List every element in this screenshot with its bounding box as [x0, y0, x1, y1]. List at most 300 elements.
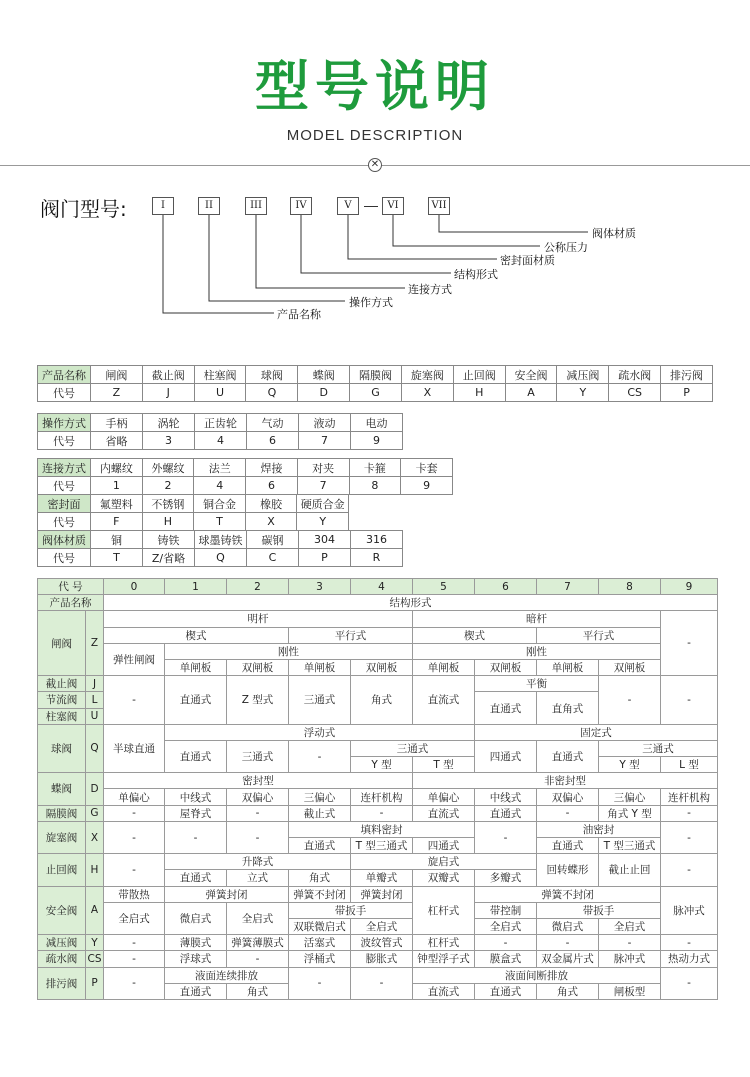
table-cell: 直通式 [289, 838, 351, 854]
table-cell: G [350, 384, 402, 402]
table-cell: - [661, 854, 718, 886]
table-cell: 旋启式 [351, 854, 537, 870]
table-cell: Z/省略 [143, 549, 195, 567]
table-row [38, 495, 349, 513]
table-cell: 全启式 [351, 918, 413, 934]
table-cell: 旋塞阀 [401, 366, 453, 384]
table-cell: D [86, 773, 104, 805]
divider-close-icon: ✕ [368, 158, 382, 172]
table-cell: 3 [143, 432, 195, 450]
table-cell: 中线式 [475, 789, 537, 805]
table-cell: 角式 [227, 983, 289, 999]
table-cell: 升降式 [165, 854, 351, 870]
operation-table [37, 413, 403, 450]
table-cell: 1 [91, 477, 143, 495]
table-cell: - [104, 854, 165, 886]
code-box-2: II [198, 197, 220, 215]
table-cell: 弹簧不封闭 [289, 886, 351, 902]
table-cell: 双闸板 [599, 659, 661, 675]
table-cell: - [104, 676, 165, 725]
code-box-4: IV [290, 197, 312, 215]
table-cell: 安全阀 [38, 886, 86, 935]
table-cell: 内螺纹 [91, 459, 143, 477]
structure-table [37, 578, 718, 1000]
table-cell: 液动 [299, 414, 351, 432]
table-cell: 3 [289, 579, 351, 595]
seal-table [37, 494, 349, 531]
table-cell: 止回阀 [38, 854, 86, 886]
table-cell: 氟塑料 [91, 495, 143, 513]
table-cell: 密封面 [38, 495, 91, 513]
table-cell: 杠杆式 [413, 935, 475, 951]
table-row [38, 595, 718, 611]
table-cell: P [299, 549, 351, 567]
table-cell: 截止止回 [599, 854, 661, 886]
table-cell: - [227, 821, 289, 853]
table-row [38, 886, 718, 902]
page-subtitle: MODEL DESCRIPTION [286, 127, 464, 144]
table-cell: 多瓣式 [475, 870, 537, 886]
table-cell: 1 [165, 579, 227, 595]
table-cell: J [86, 676, 104, 692]
table-cell: 6 [246, 477, 298, 495]
table-cell: 柱塞阀 [38, 708, 86, 724]
table-cell: 固定式 [475, 724, 718, 740]
table-cell: 弹簧封闭 [165, 886, 289, 902]
table-cell: CS [609, 384, 661, 402]
table-cell: 正齿轮 [195, 414, 247, 432]
table-cell: 疏水阀 [609, 366, 661, 384]
table-cell: 双金属片式 [537, 951, 599, 967]
table-cell: 活塞式 [289, 935, 351, 951]
table-cell: 膨胀式 [351, 951, 413, 967]
table-cell: L [86, 692, 104, 708]
table-cell: L 型 [661, 757, 718, 773]
table-cell: 单闸板 [537, 659, 599, 675]
table-cell: 楔式 [104, 627, 289, 643]
table-row [38, 773, 718, 789]
table-cell: U [194, 384, 246, 402]
table-cell: - [599, 935, 661, 951]
table-cell: CS [86, 951, 104, 967]
table-cell: 薄膜式 [165, 935, 227, 951]
table-cell: 9 [661, 579, 718, 595]
table-cell: 蝶阀 [38, 773, 86, 805]
table-cell: 微启式 [537, 918, 599, 934]
table-cell: 截止阀 [38, 676, 86, 692]
table-cell: H [142, 513, 194, 531]
table-cell: 单偏心 [413, 789, 475, 805]
table-cell: 刚性 [165, 643, 413, 659]
table-cell: U [86, 708, 104, 724]
table-cell: 楔式 [413, 627, 537, 643]
table-cell: 单闸板 [165, 659, 227, 675]
table-cell: - [475, 935, 537, 951]
table-cell: 弹簧不封闭 [475, 886, 661, 902]
table-cell: 角式 Y 型 [599, 805, 661, 821]
table-cell: 液面间断排放 [413, 967, 661, 983]
table-cell: H [453, 384, 505, 402]
table-cell: 直通式 [165, 870, 227, 886]
table-cell: 排污阀 [661, 366, 713, 384]
table-cell: - [537, 935, 599, 951]
table-cell: 隔膜阀 [38, 805, 86, 821]
table-cell: 外螺纹 [142, 459, 194, 477]
table-cell: 直通式 [475, 692, 537, 724]
table-cell: 8 [349, 477, 401, 495]
table-cell: 7 [299, 432, 351, 450]
table-cell: 浮动式 [165, 724, 475, 740]
table-cell: 直通式 [475, 983, 537, 999]
table-cell: 涡轮 [143, 414, 195, 432]
table-cell: 半球直通 [104, 724, 165, 773]
table-cell: Y [557, 384, 609, 402]
table-row [38, 627, 718, 643]
table-cell: 带扳手 [537, 902, 661, 918]
table-cell: 屋脊式 [165, 805, 227, 821]
table-cell: 9 [351, 432, 403, 450]
table-cell: 弹簧封闭 [351, 886, 413, 902]
table-cell: 代号 [38, 513, 91, 531]
table-cell: - [165, 821, 227, 853]
table-row [38, 805, 718, 821]
table-cell: 铜合金 [194, 495, 246, 513]
table-row [38, 967, 718, 983]
table-cell: 四通式 [413, 838, 475, 854]
table-cell: 闸板型 [599, 983, 661, 999]
table-row [38, 384, 713, 402]
table-cell: H [86, 854, 104, 886]
table-cell: 填料密封 [289, 821, 475, 837]
table-cell: 钟型浮子式 [413, 951, 475, 967]
table-cell: 热动力式 [661, 951, 718, 967]
table-cell: - [104, 951, 165, 967]
table-row [38, 531, 403, 549]
table-cell: 双偏心 [227, 789, 289, 805]
table-cell: 直角式 [537, 692, 599, 724]
table-row [38, 549, 403, 567]
table-cell: 0 [104, 579, 165, 595]
table-cell: 中线式 [165, 789, 227, 805]
body-material-table [37, 530, 403, 567]
table-row [38, 676, 718, 692]
table-cell: 产品名称 [38, 366, 91, 384]
table-cell: - [475, 821, 537, 853]
table-row [38, 459, 453, 477]
table-cell: P [86, 967, 104, 999]
table-cell: - [661, 935, 718, 951]
table-cell: 闸阀 [91, 366, 143, 384]
table-cell: - [661, 967, 718, 999]
table-cell: 三通式 [351, 740, 475, 756]
table-cell: 阀体材质 [38, 531, 91, 549]
table-cell: 球阀 [246, 366, 298, 384]
table-cell: A [505, 384, 557, 402]
table-cell: 代号 [38, 549, 91, 567]
table-cell: 电动 [351, 414, 403, 432]
table-cell: 连接方式 [38, 459, 91, 477]
table-row [38, 724, 718, 740]
table-row [38, 611, 718, 627]
table-cell: 全启式 [104, 902, 165, 934]
table-cell: - [661, 821, 718, 853]
table-cell: X [86, 821, 104, 853]
table-cell: 单闸板 [289, 659, 351, 675]
table-cell: 焊接 [246, 459, 298, 477]
table-cell: 连杆机构 [661, 789, 718, 805]
table-cell: - [599, 676, 661, 725]
table-cell: - [289, 740, 351, 772]
table-cell: T 型三通式 [599, 838, 661, 854]
table-cell: - [289, 967, 351, 999]
table-cell: 弹簧薄膜式 [227, 935, 289, 951]
table-cell: 9 [401, 477, 453, 495]
table-cell: 6 [475, 579, 537, 595]
table-cell: - [104, 821, 165, 853]
table-cell: 三偏心 [289, 789, 351, 805]
table-cell: X [401, 384, 453, 402]
table-cell: 直通式 [537, 740, 599, 772]
connection-table [37, 458, 453, 495]
table-cell: G [86, 805, 104, 821]
table-cell: 回转蝶形 [537, 854, 599, 886]
table-cell: 法兰 [194, 459, 246, 477]
table-cell: 隔膜阀 [350, 366, 402, 384]
table-cell: 直通式 [165, 676, 227, 725]
code-box-1: I [152, 197, 174, 215]
table-cell: Y [86, 935, 104, 951]
table-cell: - [661, 805, 718, 821]
table-cell: 直通式 [165, 740, 227, 772]
table-cell: 三通式 [289, 676, 351, 725]
table-cell: 带散热 [104, 886, 165, 902]
table-cell: Y 型 [351, 757, 413, 773]
table-cell: 脉冲式 [661, 886, 718, 935]
table-cell: - [661, 676, 718, 725]
table-cell: T [194, 513, 246, 531]
table-cell: 代号 [38, 432, 91, 450]
table-cell: 双闸板 [475, 659, 537, 675]
table-cell: 柱塞阀 [194, 366, 246, 384]
table-cell: - [104, 935, 165, 951]
table-cell: 刚性 [413, 643, 661, 659]
table-cell: 316 [351, 531, 403, 549]
table-cell: 2 [227, 579, 289, 595]
table-cell: 双闸板 [351, 659, 413, 675]
table-cell: 暗杆 [413, 611, 661, 627]
table-cell: P [661, 384, 713, 402]
table-cell: 角式 [537, 983, 599, 999]
model-label: 阀门型号: [40, 197, 127, 221]
table-cell: Z 型式 [227, 676, 289, 725]
legend-pressure: 公称压力 [544, 241, 588, 254]
table-cell: 卡箍 [349, 459, 401, 477]
table-cell: 304 [299, 531, 351, 549]
code-box-5: V [337, 197, 359, 215]
table-row [38, 414, 403, 432]
table-cell: 产品名称 [38, 595, 104, 611]
table-cell: F [91, 513, 143, 531]
table-cell: Z [86, 611, 104, 676]
table-row [38, 366, 713, 384]
table-row [38, 789, 718, 805]
table-cell: J [142, 384, 194, 402]
table-cell: 明杆 [104, 611, 413, 627]
table-cell: 微启式 [165, 902, 227, 934]
table-cell: 硬质合金 [297, 495, 349, 513]
table-cell: 8 [599, 579, 661, 595]
model-diagram-lines [0, 0, 750, 330]
table-cell: 不锈钢 [142, 495, 194, 513]
table-cell: 6 [247, 432, 299, 450]
table-cell: 膜盒式 [475, 951, 537, 967]
table-cell: 直通式 [537, 838, 599, 854]
table-cell: - [104, 967, 165, 999]
table-cell: - [351, 805, 413, 821]
table-cell: 减压阀 [38, 935, 86, 951]
table-cell: D [298, 384, 350, 402]
table-cell: 4 [351, 579, 413, 595]
table-row [38, 513, 349, 531]
table-cell: T 型三通式 [351, 838, 413, 854]
table-cell: 疏水阀 [38, 951, 86, 967]
page-title: 型号说明 [255, 55, 495, 118]
code-box-6: VI [382, 197, 404, 215]
table-cell: 油密封 [537, 821, 661, 837]
table-cell: 平衡 [475, 676, 599, 692]
table-cell: 角式 [289, 870, 351, 886]
table-cell: 代 号 [38, 579, 104, 595]
table-cell: 三通式 [599, 740, 718, 756]
legend-connection: 连接方式 [408, 283, 452, 296]
table-cell: Q [195, 549, 247, 567]
table-cell: 操作方式 [38, 414, 91, 432]
table-cell: 平行式 [289, 627, 413, 643]
table-cell: 直流式 [413, 983, 475, 999]
table-cell: 止回阀 [453, 366, 505, 384]
table-cell: 对夹 [297, 459, 349, 477]
table-row [38, 951, 718, 967]
table-cell: 四通式 [475, 740, 537, 772]
table-row [38, 643, 718, 659]
table-cell: Q [246, 384, 298, 402]
table-cell: 连杆机构 [351, 789, 413, 805]
table-cell: 橡胶 [245, 495, 297, 513]
table-cell: 节流阀 [38, 692, 86, 708]
table-cell: 直流式 [413, 676, 475, 725]
table-cell: - [104, 805, 165, 821]
table-row [38, 477, 453, 495]
table-cell: - [537, 805, 599, 821]
table-cell: 杠杆式 [413, 886, 475, 935]
table-cell: 排污阀 [38, 967, 86, 999]
table-row [38, 821, 718, 837]
table-row [38, 579, 718, 595]
table-cell: 液面连续排放 [165, 967, 289, 983]
table-cell: - [351, 967, 413, 999]
table-cell: X [245, 513, 297, 531]
table-cell: 脉冲式 [599, 951, 661, 967]
table-cell: 铜 [91, 531, 143, 549]
code-box-7: VII [428, 197, 450, 215]
table-cell: 双偏心 [537, 789, 599, 805]
table-cell: 三偏心 [599, 789, 661, 805]
table-cell: T [91, 549, 143, 567]
table-row [38, 854, 718, 870]
table-cell: 代号 [38, 384, 91, 402]
table-cell: 浮桶式 [289, 951, 351, 967]
table-cell: - [227, 951, 289, 967]
legend-structure: 结构形式 [454, 268, 498, 281]
table-cell: 4 [194, 477, 246, 495]
table-cell: Q [86, 724, 104, 773]
table-cell: 截止阀 [142, 366, 194, 384]
table-cell: 铸铁 [143, 531, 195, 549]
table-cell: 立式 [227, 870, 289, 886]
table-row [38, 432, 403, 450]
table-cell: 代号 [38, 477, 91, 495]
table-cell: 安全阀 [505, 366, 557, 384]
table-cell: 平行式 [537, 627, 661, 643]
table-cell: R [351, 549, 403, 567]
table-cell: 三通式 [227, 740, 289, 772]
table-cell: 带控制 [475, 902, 537, 918]
table-cell: 7 [537, 579, 599, 595]
table-cell: 浮球式 [165, 951, 227, 967]
table-cell: 弹性闸阀 [104, 643, 165, 675]
legend-operation: 操作方式 [349, 296, 393, 309]
table-cell: T 型 [413, 757, 475, 773]
table-cell: 波纹管式 [351, 935, 413, 951]
table-cell: A [86, 886, 104, 935]
table-cell: 蝶阀 [298, 366, 350, 384]
table-cell: 单瓣式 [351, 870, 413, 886]
table-cell: 卡套 [401, 459, 453, 477]
legend-product: 产品名称 [277, 308, 321, 321]
table-cell: Y 型 [599, 757, 661, 773]
table-cell: 减压阀 [557, 366, 609, 384]
table-cell: 直通式 [475, 805, 537, 821]
table-cell: 碳钢 [247, 531, 299, 549]
table-cell: - [661, 611, 718, 676]
table-cell: 密封型 [104, 773, 413, 789]
table-cell: 省略 [91, 432, 143, 450]
product-table [37, 365, 713, 402]
table-cell: 4 [195, 432, 247, 450]
table-cell: 双联微启式 [289, 918, 351, 934]
table-cell: Z [91, 384, 143, 402]
table-row [38, 902, 718, 918]
table-cell: 球墨铸铁 [195, 531, 247, 549]
table-cell: 7 [297, 477, 349, 495]
table-cell: 角式 [351, 676, 413, 725]
table-cell: 双闸板 [227, 659, 289, 675]
table-cell: 直流式 [413, 805, 475, 821]
table-cell: 全启式 [599, 918, 661, 934]
table-cell: 全启式 [475, 918, 537, 934]
table-cell: 带扳手 [289, 902, 413, 918]
legend-body-material: 阀体材质 [592, 227, 636, 240]
table-cell: 手柄 [91, 414, 143, 432]
table-cell: 单闸板 [413, 659, 475, 675]
table-cell: 2 [142, 477, 194, 495]
table-cell: Y [297, 513, 349, 531]
table-cell: 直通式 [165, 983, 227, 999]
table-row [38, 935, 718, 951]
table-cell: 单偏心 [104, 789, 165, 805]
table-cell: 全启式 [227, 902, 289, 934]
table-cell: 气动 [247, 414, 299, 432]
